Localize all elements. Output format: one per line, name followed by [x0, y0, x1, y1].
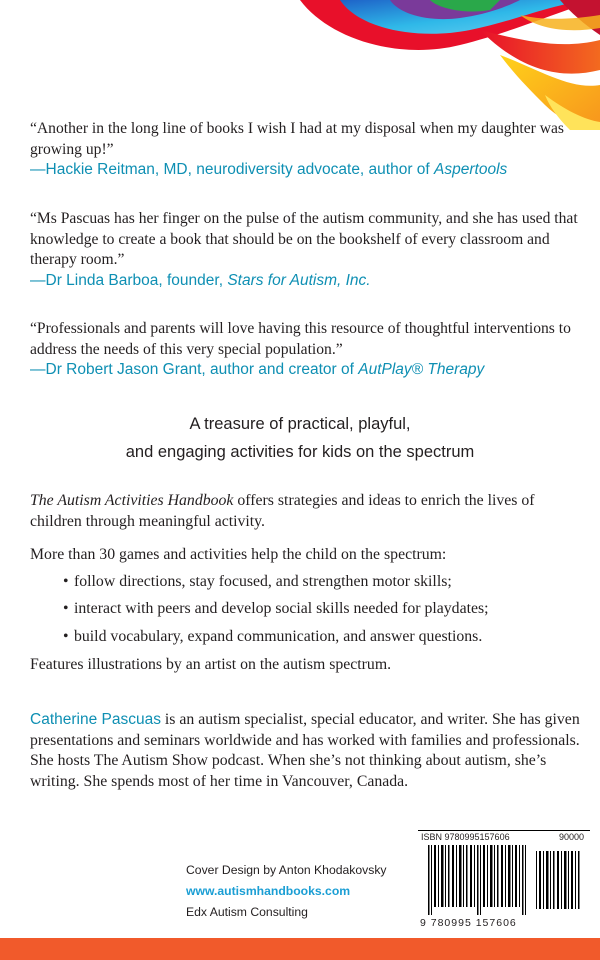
author-bio: Catherine Pascuas is an autism specialist, special educator, and writer. She has given presentations and seminars worldwide and has worked with families and professionals. She hosts The Autism Show podcast. When she’s not thinking about autism, she’s writing. She spends most of her time in Vancouver, Canada. — [30, 711, 580, 790]
review-quote-2 — [30, 209, 590, 291]
isbn-label: ISBN 9780995157606 — [421, 832, 510, 842]
price-code: 90000 — [558, 832, 584, 842]
tagline — [0, 410, 600, 466]
review-text-3: “Professionals and parents will love having this resource of thoughtful interventions to address the needs of this very special population.” — [30, 320, 571, 358]
tagline-line-2: and engaging activities for kids on the spectrum — [125, 443, 475, 461]
review-attribution-2: —Dr Linda Barboa, founder, Stars for Autism, Inc. — [30, 271, 371, 289]
publisher-name: Edx Autism Consulting — [186, 905, 308, 919]
paint-swirl-art — [0, 0, 600, 130]
review-quote-3 — [30, 319, 590, 381]
review-quote-1 — [30, 119, 590, 181]
illustrations-note: Features illustrations by an artist on the autism spectrum. — [30, 656, 392, 673]
barcode-bars — [418, 831, 590, 931]
isbn-barcode — [418, 830, 590, 931]
barcode-digits: 9 780995 157606 — [420, 917, 517, 929]
review-text-1: “Another in the long line of books I wish I had at my disposal when my daughter was growing up!” — [30, 120, 564, 158]
review-attribution-3: —Dr Robert Jason Grant, author and creator of AutPlay® Therapy — [30, 361, 485, 378]
cover-design-credit: Cover Design by Anton Khodakovsky — [186, 863, 387, 877]
tagline-line-1: A treasure of practical, playful, — [189, 415, 411, 433]
list-item: • build vocabulary, expand communication, and answer questions. — [30, 627, 590, 648]
list-item: • interact with peers and develop social skills needed for playdates; — [30, 599, 590, 620]
activities-lead: More than 30 games and activities help the child on the spectrum: — [30, 546, 447, 563]
website-link[interactable]: www.autismhandbooks.com — [186, 884, 351, 898]
activities-section — [30, 545, 590, 676]
footer-band — [0, 938, 600, 960]
activities-list — [30, 572, 590, 648]
list-item: • follow directions, stay focused, and strengthen motor skills; — [30, 572, 590, 593]
book-title: The Autism Activities Handbook — [30, 492, 234, 509]
review-attribution-1: —Hackie Reitman, MD, neurodiversity advocate, author of Aspertools — [30, 161, 508, 178]
book-description: The Autism Activities Handbook offers strategies and ideas to enrich the lives of children through meaningful activity. — [30, 492, 535, 530]
credits — [186, 860, 387, 923]
author-name: Catherine Pascuas — [30, 711, 161, 728]
review-text-2: “Ms Pascuas has her finger on the pulse of the autism community, and she has used that knowledge to create a book that should be on the bookshelf of every classroom and therapy room.” — [30, 210, 578, 268]
